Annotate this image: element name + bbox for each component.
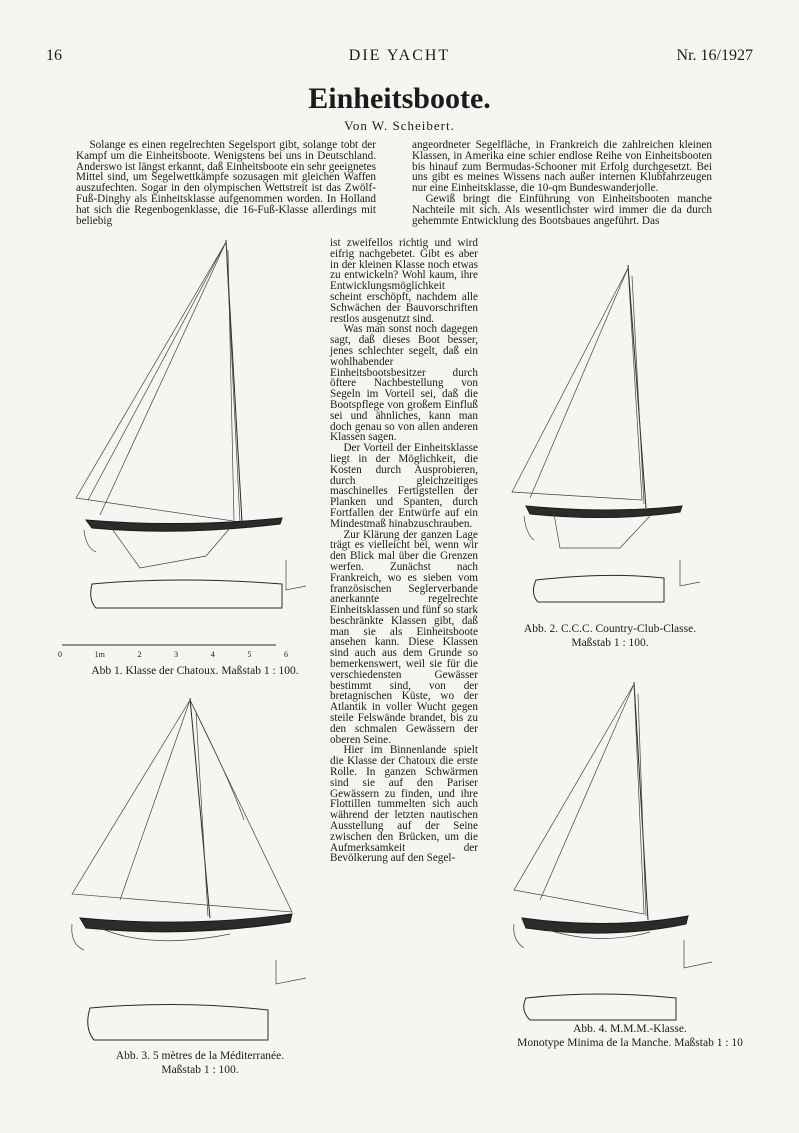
fig4-caption [490,1022,770,1050]
fig1-caption: Abb 1. Klasse der Chatoux. Maßstab 1 : 100. [91,665,299,677]
intro-left-paragraph: Solange es einen regelrechten Segelsport gibt, solange tobt der Kampf um die Einheitsboote. Wenigstens bei uns in Deutschland. Anderswo ist längst erkannt, daß Einheitsboote ein sehr geeignetes Mittel sind, um Segelwettkämpfe sozusagen mit gleichen Waffen auszufechten. Sogar in den olympischen Wettstreit ist das Zwölf-Fuß-Dinghy als Einheitsklasse aufgenommen worden. In Holland hat sich die Regenbogenklasse, die 16-Fuß-Klasse allerdings mit beliebig [76,139,376,227]
fig2-sail-plan [512,265,646,508]
middle-column [330,238,478,864]
fig2-caption-line-2: Maßstab 1 : 100. [571,637,649,649]
middle-paragraph-2: Was man sonst noch dagegen sagt, daß dieses Boot besser, jenes schlechter segelt, daß ein wohlhabender Einheitsbootsbesitzer durch öftere Nachbestellung von Segeln im Vorteil sei, daß die Bootspflege von großem Einfluß sei und ähnliches, kann man doch genau so von allen anderen Klassen sagen. [330,323,478,444]
fig3-caption-line-2: Maßstab 1 : 100. [161,1064,239,1076]
fig4-caption-line-1: Abb. 4. M.M.M.-Klasse. [573,1023,687,1035]
fig3-hull-profile [72,914,292,950]
intro-right-paragraph: angeordneter Segelfläche, in Frankreich die zahlreichen kleinen Klassen, in Amerika eine schier endlose Reihe von Einheitsbooten bis hinauf zum Bermudas-Schooner mit Erfolg durchgesetzt. Bei uns gibt es meines Wissens nach außer internen Klubfahrzeugen nur eine Einheitsklasse, die 10-qm Bundeswanderjolle. [412,139,712,195]
intro-right-column [412,140,712,226]
middle-paragraph-3: Der Vorteil der Einheitsklasse liegt in der Möglichkeit, die Kosten durch Ausprobieren, durch gleichzeitiges maschinelles Fertigstellen der Planken und Spanten, durch Fortfallen der Entwürfe auf ein Mindestmaß hinabzuschrauben. [330,442,478,530]
fig4-caption-line-2: Monotype Minima de la Manche. Maßstab 1 : 10 [517,1037,743,1049]
scale-label-3: 3 [174,650,179,659]
fig3-caption-line-1: Abb. 3. 5 mètres de la Méditerranée. [115,1050,285,1062]
middle-paragraph-4: Zur Klärung der ganzen Lage trägt es vielleicht bei, wenn wir den Blick mal über die Grenzen werfen. Zunächst nach Frankreich, wo es sieben vom französischen Seglerverbande anerkannte regelrechte Einheitsklassen und fünf so stark beschränkte Klassen gibt, daß man sie als Einheitsboote ansehen kann. Diese Klassen sind auch aus dem Grunde so bemerkenswert, weil sie für die verschiedensten Gewässer bestimmt sind, von der bretagnischen Küste, wo der Atlantik in voller Wucht gegen steile Felswände brandet, bis zu den schmalen Gewässern der oberen Seine. [330,528,478,746]
running-header [46,47,753,69]
article-title: Einheitsboote. [308,82,491,115]
fig1-hull-profile [84,518,282,568]
fig4-sail-plan [514,682,648,920]
scale-label-6: 6 [283,650,288,659]
fig1-plan-view [91,560,306,608]
fig2-caption [490,622,730,650]
middle-paragraph-5: Hier im Binnenlande spielt die Klasse der Chatoux die erste Rolle. In ganzen Schwärmen sind sie auf den Pariser Gewässern zu finden, und ihre Flottillen tummelten sich auch während der letzten nautischen Ausstellung auf der Seine zwischen den Brücken, um die Aufmerksamkeit der Bevölkerung auf den Segel- [330,744,478,865]
fig4-hull-profile [514,916,688,948]
scale-label-0: 0 [58,650,62,659]
fig1-scale-labels [58,650,288,659]
issue-number: Nr. 16/1927 [676,47,753,64]
magazine-name: DIE YACHT [348,47,451,64]
middle-paragraph-1: ist zweifellos richtig und wird eifrig nachgebetet. Gibt es aber in der kleinen Klasse noch etwas zu entwickeln? Wohl kaum, ihre Entwicklungsmöglichkeit scheint erschöpft, nachdem alle Schwächen der Bauvorschriften restlos ausgenutzt sind. [330,237,478,325]
fig2-caption-line-1: Abb. 2. C.C.C. Country-Club-Classe. [523,623,697,635]
fig3-caption [70,1049,330,1077]
intro-right-paragraph-2: Gewiß bringt die Einführung von Einheitsbooten manche Nachteile mit sich. Als wesentlichster wird immer die da durch gehemmte Entwicklung des Bootsbaues angeführt. Das [412,192,712,227]
fig2-plan-view [533,560,700,602]
page-number: 16 [46,47,62,64]
scale-label-5: 5 [247,650,252,659]
intro-left-column [76,140,376,226]
fig4-plan-view [524,940,712,1020]
fig3-sail-plan [72,698,292,918]
article-byline: Von W. Scheibert. [344,118,455,133]
fig2-hull-profile [524,506,682,548]
scale-label-1: 1m [94,650,105,659]
fig3-plan-view [88,960,306,1040]
scale-label-2: 2 [137,650,142,659]
fig1-sail-plan [76,240,242,522]
scale-label-4: 4 [210,650,215,659]
